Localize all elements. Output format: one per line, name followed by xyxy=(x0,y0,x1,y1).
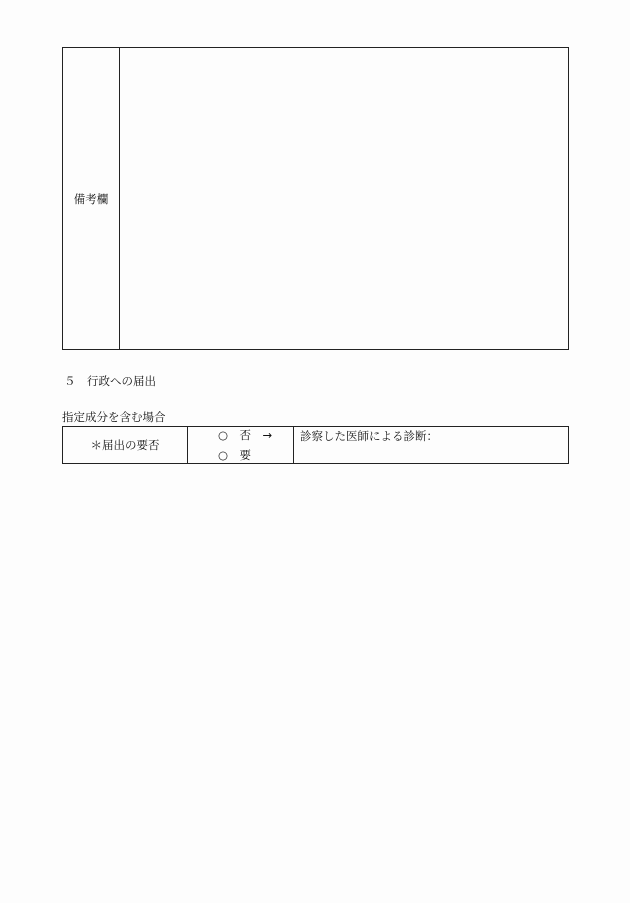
notification-required-label: ＊届出の要否 xyxy=(63,427,188,463)
option-no-radio[interactable]: ○ 否 → xyxy=(218,428,273,442)
remarks-box xyxy=(62,47,569,350)
notification-table xyxy=(62,426,569,464)
remarks-label: 備考欄 xyxy=(63,48,120,349)
section-5-heading: ５ 行政への届出 xyxy=(64,374,156,388)
remarks-field[interactable] xyxy=(120,48,568,349)
option-yes-radio[interactable]: ○ 要 xyxy=(218,448,252,462)
notification-options xyxy=(188,427,294,463)
designated-ingredient-heading: 指定成分を含む場合 xyxy=(62,410,166,424)
physician-diagnosis-field[interactable]: 診察した医師による診断： xyxy=(300,429,438,443)
